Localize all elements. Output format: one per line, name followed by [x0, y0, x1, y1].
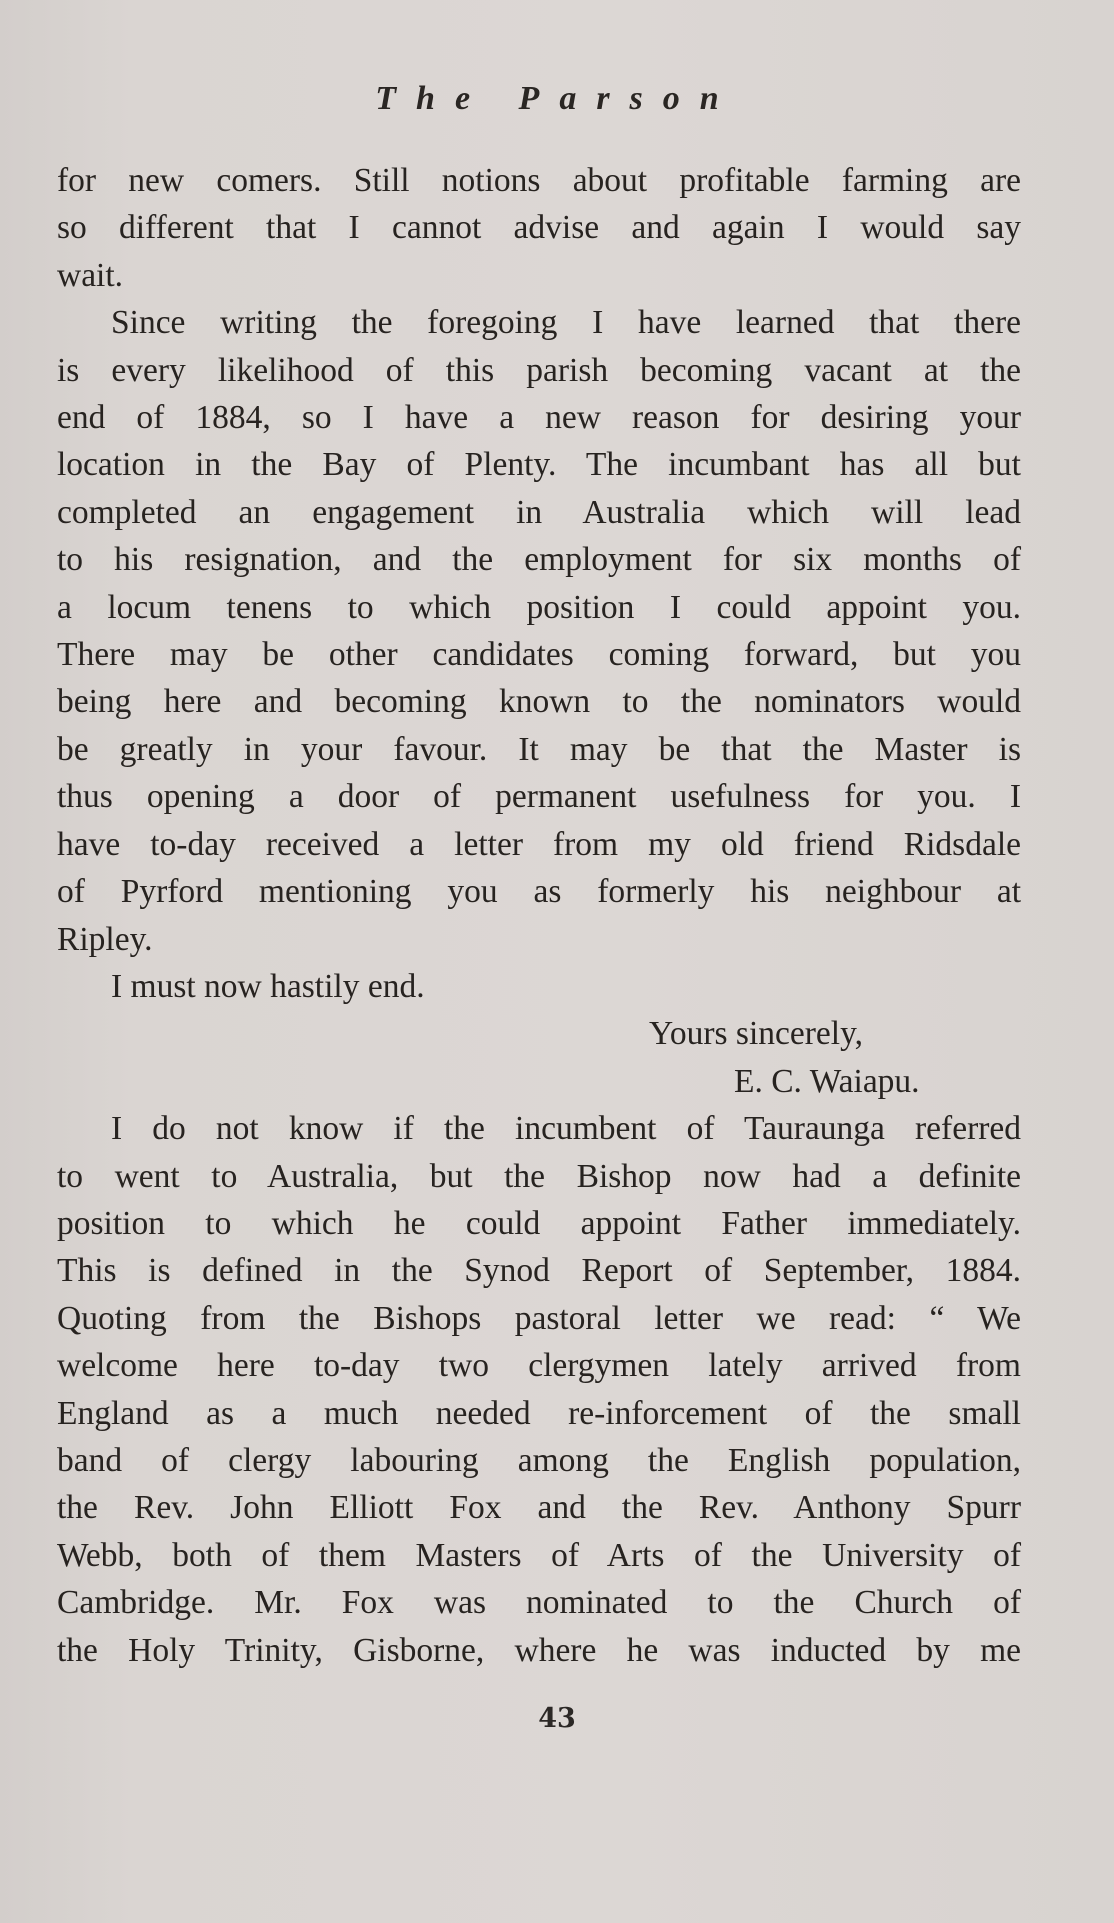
letter-signature: E. C. Waiapu.	[734, 1062, 920, 1100]
running-head: The Parson	[375, 80, 739, 117]
text-line: so different that I cannot advise and again I would say	[57, 209, 1021, 247]
text-line: This is defined in the Synod Report of September, 1884.	[57, 1252, 1021, 1290]
body-text	[57, 157, 1021, 1674]
page-number: 43	[538, 1703, 576, 1734]
text-line: Since writing the foregoing I have learned that there	[111, 304, 1021, 342]
text-line: wait.	[57, 256, 124, 294]
text-line: end of 1884, so I have a new reason for desiring your	[57, 399, 1021, 437]
text-line: the Rev. John Elliott Fox and the Rev. Anthony Spurr	[57, 1489, 1021, 1527]
text-line: have to-day received a letter from my old friend Ridsdale	[57, 825, 1021, 863]
text-line: England as a much needed re-inforcement of the small	[57, 1394, 1021, 1432]
text-line: band of clergy labouring among the English population,	[57, 1441, 1021, 1479]
text-line: to went to Australia, but the Bishop now had a definite	[57, 1157, 1021, 1195]
text-line: be greatly in your favour. It may be that the Master is	[57, 730, 1021, 768]
text-line: location in the Bay of Plenty. The incumbant has all but	[57, 446, 1021, 484]
text-line: is every likelihood of this parish becoming vacant at the	[57, 351, 1021, 389]
text-line: Ripley.	[57, 920, 153, 958]
text-line: Webb, both of them Masters of Arts of the University of	[57, 1536, 1021, 1574]
text-line: to his resignation, and the employment for six months of	[57, 541, 1021, 579]
letter-valediction: Yours sincerely,	[649, 1015, 864, 1053]
text-line: welcome here to-day two clergymen lately arrived from	[57, 1347, 1021, 1385]
text-line: completed an engagement in Australia which will lead	[57, 493, 1021, 531]
text-line: the Holy Trinity, Gisborne, where he was inducted by me	[57, 1631, 1021, 1669]
narrative-text	[57, 1105, 1021, 1674]
text-line: I do not know if the incumbent of Tauraunga referred	[111, 1110, 1021, 1148]
text-line: for new comers. Still notions about profitable farming are	[57, 162, 1021, 199]
text-line: of Pyrford mentioning you as formerly his neighbour at	[57, 873, 1021, 911]
text-line: Quoting from the Bishops pastoral letter we read: “ We	[57, 1299, 1021, 1337]
text-line: There may be other candidates coming forward, but you	[57, 636, 1021, 674]
text-line: a locum tenens to which position I could appoint you.	[57, 588, 1021, 626]
text-line: Cambridge. Mr. Fox was nominated to the Church of	[57, 1584, 1021, 1622]
text-line: thus opening a door of permanent usefulness for you. I	[57, 778, 1021, 816]
text-line: I must now hastily end.	[111, 967, 425, 1005]
letter-text	[57, 157, 1021, 1010]
text-line: position to which he could appoint Father immediately.	[57, 1204, 1021, 1242]
text-line: being here and becoming known to the nominators would	[57, 683, 1021, 721]
